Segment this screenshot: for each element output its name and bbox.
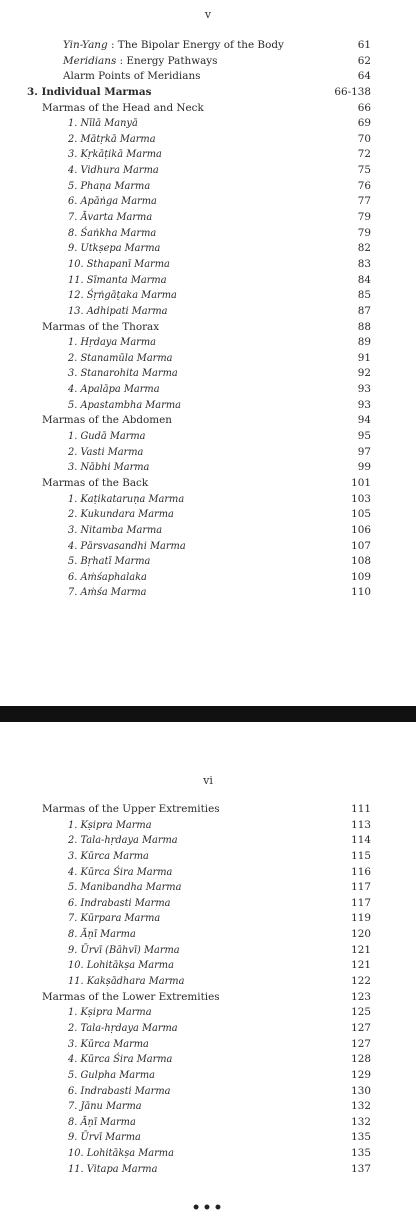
toc-entry-title: [68, 554, 150, 570]
toc-entry-title-text: 5. Manibandha Marma: [68, 882, 182, 894]
toc-entry-title: [68, 880, 181, 896]
toc-entry-title-text: 7. Jānu Marma: [68, 1101, 142, 1113]
toc-entry-title: [68, 896, 170, 912]
page-folio: vi: [203, 774, 213, 787]
toc-entry: [0, 69, 416, 85]
toc-entry: [0, 1037, 416, 1053]
toc-entry-title: [42, 101, 204, 117]
toc-entry-page-number: 121: [351, 959, 371, 972]
toc-entry: [0, 147, 416, 163]
toc-entry: [0, 460, 416, 476]
toc-entry: [0, 570, 416, 586]
toc-entry-page-number: 111: [351, 803, 371, 815]
toc-entry-page-number: 64: [357, 70, 371, 83]
toc-entry: [0, 210, 416, 226]
toc-entry-page-number: 117: [351, 896, 371, 909]
toc-entry-title: [42, 476, 148, 492]
toc-entry-page-number: 95: [357, 430, 371, 443]
toc-entry-title: [68, 210, 152, 226]
toc-entry: [0, 1021, 416, 1037]
toc-entry-page-number: 105: [351, 508, 371, 521]
toc-entry: [0, 366, 416, 382]
toc-entry: [0, 194, 416, 210]
toc-entry-title-text: 1. Hṛdaya Marma: [68, 337, 156, 349]
toc-entry-title: [68, 226, 156, 242]
toc-entry-title-text: 5. Phaṇa Marma: [68, 180, 151, 192]
toc-entry-page-number: 91: [357, 351, 371, 364]
toc-entry-title: [68, 585, 147, 601]
table-of-contents: [0, 38, 416, 601]
toc-entry-page-number: 84: [357, 273, 371, 286]
toc-entry-page-number: 79: [357, 211, 371, 224]
toc-entry-title: [68, 943, 180, 959]
toc-entry-page-number: 76: [357, 179, 371, 192]
toc-entry: [0, 1052, 416, 1068]
toc-entry-title-text: 3. Stanarohita Marma: [68, 368, 178, 380]
toc-entry: [0, 833, 416, 849]
toc-entry-title-text: Alarm Points of Meridians: [63, 70, 201, 83]
toc-entry-title: [68, 1021, 178, 1037]
toc-entry-title-text: 3. Kṛkāṭikā Marma: [68, 149, 162, 161]
toc-entry-page-number: 127: [351, 1037, 371, 1050]
toc-entry-title: [68, 116, 138, 132]
toc-entry-page-number: 137: [351, 1162, 371, 1175]
toc-entry-page-number: 103: [351, 492, 371, 505]
toc-entry-page-number: 89: [357, 336, 371, 349]
toc-entry-title: [68, 257, 170, 273]
toc-entry: [0, 226, 416, 242]
toc-entry-page-number: 77: [357, 195, 371, 208]
toc-entry-title: [63, 38, 284, 54]
toc-entry-title-text: 6. Indrabasti Marma: [68, 1085, 171, 1097]
toc-entry-page-number: 85: [357, 289, 371, 302]
toc-entry-title: [68, 492, 184, 508]
toc-entry-title-text: 3. Kūrca Marma: [68, 1038, 149, 1050]
toc-entry: [0, 429, 416, 445]
toc-entry-title-text: 4. Apalāpa Marma: [68, 384, 160, 396]
toc-entry-title: [68, 911, 160, 927]
toc-entry-title-text: 2. Tala-hṛdaya Marma: [68, 1022, 178, 1034]
toc-entry-title-text: 6. Indrabasti Marma: [68, 897, 171, 909]
toc-entry-title: [68, 366, 178, 382]
toc-entry: [0, 241, 416, 257]
toc-entry-page-number: 72: [357, 148, 371, 161]
toc-entry-page-number: 110: [351, 586, 371, 599]
toc-entry-title-text: Marmas of the Lower Extremities: [42, 990, 220, 1003]
toc-entry-title: [68, 570, 147, 586]
toc-entry-title-text: 4. Kūrca Śira Marma: [68, 1054, 173, 1066]
toc-entry-title: [27, 85, 151, 101]
toc-entry-title: [68, 1052, 172, 1068]
toc-entry: [0, 382, 416, 398]
more-pages-indicator: •••: [191, 1200, 225, 1216]
toc-entry-title-text: 3. Kūrca Marma: [68, 850, 149, 862]
toc-entry-page-number: 107: [351, 539, 371, 552]
toc-entry-title-text: 6. Apāṅga Marma: [68, 196, 157, 208]
toc-entry: [0, 476, 416, 492]
toc-entry-title: [68, 445, 143, 461]
toc-entry-title: [68, 1146, 174, 1162]
toc-entry-title: [68, 335, 156, 351]
toc-entry-title: [68, 398, 181, 414]
toc-entry-title: [68, 273, 167, 289]
toc-entry-page-number: 87: [357, 304, 371, 317]
toc-entry-title-text: 10. Sthapanī Marma: [68, 258, 170, 270]
toc-entry-title-text: 3. Nitamba Marma: [68, 524, 163, 536]
toc-entry: [0, 1162, 416, 1178]
toc-entry-title: [68, 1084, 170, 1100]
toc-entry: [0, 116, 416, 132]
toc-entry-title-text: 8. Śaṅkha Marma: [68, 227, 157, 239]
toc-entry-title-text: 1. Kṣipra Marma: [68, 1007, 152, 1019]
toc-entry-title: [42, 990, 220, 1006]
toc-entry: [0, 554, 416, 570]
toc-entry-title-text: 2. Stanamūla Marma: [68, 352, 173, 364]
toc-entry-title-text: Marmas of the Abdomen: [42, 414, 172, 427]
contents-page-vi: [0, 722, 416, 1217]
toc-entry-title-text: 9. Ūrvī (Bāhvī) Marma: [68, 944, 180, 956]
toc-entry: [0, 1146, 416, 1162]
toc-entry-page-number: 61: [357, 39, 371, 51]
toc-entry: [0, 398, 416, 414]
toc-entry-title-text: 1. Gudā Marma: [68, 431, 146, 443]
toc-entry-title: [68, 1130, 141, 1146]
toc-entry-title-text: 5. Apastambha Marma: [68, 399, 181, 411]
toc-entry-page-number: 113: [351, 818, 371, 831]
toc-entry-page-number: 123: [351, 990, 371, 1003]
toc-entry: [0, 413, 416, 429]
toc-entry-page-number: 93: [357, 398, 371, 411]
toc-entry-title: [68, 539, 186, 555]
toc-entry-title: [63, 69, 200, 85]
toc-entry-page-number: 62: [357, 54, 371, 67]
toc-entry-title: [68, 865, 172, 881]
toc-entry: [0, 1084, 416, 1100]
toc-entry-title-text: 5. Bṛhatī Marma: [68, 556, 151, 568]
toc-entry-title: [68, 958, 174, 974]
toc-entry-title: [68, 304, 167, 320]
toc-entry-title: [68, 974, 184, 990]
toc-entry-title: [68, 927, 136, 943]
toc-entry-title-text: 3. Nābhi Marma: [68, 462, 150, 474]
toc-entry-title-text: 2. Vasti Marma: [68, 446, 144, 458]
toc-entry-title-text: 1. Nīlā Manyā: [68, 118, 138, 130]
toc-entry-page-number: 108: [351, 555, 371, 568]
toc-entry-title: [68, 1115, 136, 1131]
toc-entry-title-text: 8. Āṇī Marma: [68, 929, 136, 941]
toc-entry-title: [68, 1099, 142, 1115]
toc-entry-title-text: 4. Vidhura Marma: [68, 165, 159, 177]
toc-entry: [0, 1115, 416, 1131]
toc-entry-page-number: 82: [357, 242, 371, 255]
toc-entry-page-number: 121: [351, 943, 371, 956]
toc-entry-title-text: : The Bipolar Energy of the Body: [107, 39, 284, 51]
toc-entry-title-text: 2. Kukundara Marma: [68, 509, 174, 521]
toc-entry: [0, 445, 416, 461]
toc-entry: [0, 911, 416, 927]
toc-entry-page-number: 99: [357, 461, 371, 474]
toc-entry-title-text: 4. Kūrca Śira Marma: [68, 866, 173, 878]
toc-entry-page-number: 132: [351, 1115, 371, 1128]
toc-entry: [0, 802, 416, 818]
toc-entry-page-number: 135: [351, 1147, 371, 1160]
toc-entry-title-emphasis: Meridians: [63, 54, 117, 67]
toc-entry-title-text: Marmas of the Thorax: [42, 320, 160, 333]
toc-entry-page-number: 101: [351, 476, 371, 489]
toc-entry-title-text: 9. Utkṣepa Marma: [68, 243, 161, 255]
toc-entry-page-number: 97: [357, 445, 371, 458]
toc-entry: [0, 54, 416, 70]
toc-entry-title-text: Marmas of the Upper Extremities: [42, 803, 220, 815]
toc-entry-title-text: 7. Āvarta Marma: [68, 212, 153, 224]
toc-entry-title: [68, 507, 174, 523]
toc-entry-title-text: 11. Vitapa Marma: [68, 1163, 158, 1175]
toc-entry-page-number: 128: [351, 1053, 371, 1066]
toc-entry-page-number: 115: [351, 849, 371, 862]
toc-entry-title: [68, 523, 162, 539]
toc-entry-title: [68, 163, 159, 179]
toc-entry: [0, 865, 416, 881]
toc-entry-title: [68, 818, 152, 834]
table-of-contents: [0, 802, 416, 1177]
toc-entry: [0, 1068, 416, 1084]
toc-entry: [0, 958, 416, 974]
toc-entry-page-number: 69: [357, 117, 371, 130]
toc-entry-title-text: 7. Aṁśa Marma: [68, 587, 147, 599]
toc-entry-title-text: 6. Aṁśaphalaka: [68, 571, 147, 583]
toc-entry-title: [68, 179, 150, 195]
toc-entry: [0, 507, 416, 523]
toc-entry-page-number: 129: [351, 1068, 371, 1081]
toc-entry-title-text: Marmas of the Back: [42, 476, 149, 489]
toc-entry: [0, 351, 416, 367]
toc-entry: [0, 288, 416, 304]
toc-entry: [0, 896, 416, 912]
toc-entry-title-text: 10. Lohitākṣa Marma: [68, 1148, 174, 1160]
toc-entry: [0, 1099, 416, 1115]
toc-entry-page-number: 120: [351, 928, 371, 941]
toc-entry-title-text: 10. Lohitākṣa Marma: [68, 960, 174, 972]
toc-entry-title: [68, 833, 178, 849]
toc-entry-title: [68, 351, 172, 367]
toc-entry: [0, 335, 416, 351]
toc-entry: [0, 523, 416, 539]
toc-entry: [0, 257, 416, 273]
toc-entry-title-text: 13. Adhipati Marma: [68, 305, 168, 317]
toc-entry-title-text: 11. Sīmanta Marma: [68, 274, 167, 286]
toc-entry-page-number: 93: [357, 383, 371, 396]
toc-entry: [0, 132, 416, 148]
toc-entry-page-number: 117: [351, 881, 371, 894]
toc-entry-title-text: 2. Mātṛkā Marma: [68, 133, 156, 145]
toc-entry-title-text: 1. Kaṭikataruṇa Marma: [68, 493, 185, 505]
toc-entry-page-number: 119: [351, 912, 371, 925]
toc-entry-title: [68, 132, 156, 148]
toc-entry: [0, 38, 416, 54]
toc-entry-title-text: 3. Individual Marmas: [27, 85, 152, 98]
page-divider: [0, 706, 416, 722]
toc-entry-page-number: 92: [357, 367, 371, 380]
toc-entry-title-text: : Energy Pathways: [116, 54, 218, 67]
toc-entry: [0, 1005, 416, 1021]
toc-entry-title: [68, 1068, 155, 1084]
toc-entry-title: [42, 802, 220, 818]
toc-entry-page-number: 122: [351, 975, 371, 988]
toc-entry-page-number: 127: [351, 1021, 371, 1034]
toc-entry-title-text: 11. Kakṣādhara Marma: [68, 976, 185, 988]
toc-entry-title-text: Marmas of the Head and Neck: [42, 101, 204, 114]
toc-entry: [0, 101, 416, 117]
toc-entry-title-text: 5. Gulpha Marma: [68, 1069, 155, 1081]
toc-entry-page-number: 79: [357, 226, 371, 239]
page-folio: v: [204, 8, 212, 21]
toc-entry: [0, 163, 416, 179]
toc-entry-page-number: 75: [357, 164, 371, 177]
toc-entry: [0, 179, 416, 195]
toc-entry: [0, 304, 416, 320]
toc-entry-title: [68, 147, 162, 163]
toc-entry-title-text: 12. Śṛṅgāṭaka Marma: [68, 290, 177, 302]
toc-entry-title: [68, 1005, 152, 1021]
toc-entry: [0, 585, 416, 601]
toc-entry: [0, 492, 416, 508]
toc-entry: [0, 273, 416, 289]
toc-entry-title: [42, 320, 159, 336]
toc-entry-title: [42, 413, 172, 429]
toc-entry-title: [68, 1162, 157, 1178]
toc-entry-title-text: 8. Āṇī Marma: [68, 1116, 136, 1128]
toc-entry-page-number: 116: [351, 865, 371, 878]
toc-entry-title: [68, 429, 146, 445]
toc-entry: [0, 880, 416, 896]
toc-entry-page-number: 109: [351, 570, 371, 583]
toc-entry-page-number: 132: [351, 1100, 371, 1113]
toc-entry: [0, 320, 416, 336]
toc-entry-title: [68, 241, 160, 257]
toc-entry: [0, 539, 416, 555]
toc-entry-title: [68, 460, 149, 476]
toc-entry: [0, 85, 416, 101]
toc-entry-title-text: 2. Tala-hṛdaya Marma: [68, 835, 178, 847]
toc-entry-page-number: 130: [351, 1084, 371, 1097]
toc-entry-title-text: 1. Kṣipra Marma: [68, 819, 152, 831]
toc-entry-page-number: 94: [357, 414, 371, 427]
toc-entry-page-number: 83: [357, 257, 371, 270]
toc-entry: [0, 990, 416, 1006]
toc-entry: [0, 818, 416, 834]
toc-entry-title-text: 7. Kūrpara Marma: [68, 913, 161, 925]
toc-entry-page-number: 66: [357, 101, 371, 114]
toc-entry-title-text: 9. Ūrvī Marma: [68, 1132, 141, 1144]
toc-entry-page-number: 135: [351, 1131, 371, 1144]
toc-entry-page-number: 70: [357, 132, 371, 145]
toc-entry-page-number: 66-138: [334, 85, 371, 98]
toc-entry: [0, 943, 416, 959]
toc-entry-title: [63, 54, 217, 70]
toc-entry: [0, 927, 416, 943]
toc-entry-page-number: 114: [351, 834, 371, 847]
toc-entry-title: [68, 849, 149, 865]
toc-entry-title: [68, 382, 160, 398]
toc-entry-title-text: 4. Pārsvasandhi Marma: [68, 540, 186, 552]
toc-entry-page-number: 125: [351, 1006, 371, 1019]
toc-entry-title-emphasis: Yin-Yang: [63, 39, 108, 51]
toc-entry: [0, 1130, 416, 1146]
toc-entry-title: [68, 194, 157, 210]
toc-entry-title: [68, 288, 177, 304]
toc-entry-page-number: 88: [357, 320, 371, 333]
toc-entry-title: [68, 1037, 149, 1053]
toc-entry-page-number: 106: [351, 523, 371, 536]
toc-entry: [0, 974, 416, 990]
toc-entry: [0, 849, 416, 865]
